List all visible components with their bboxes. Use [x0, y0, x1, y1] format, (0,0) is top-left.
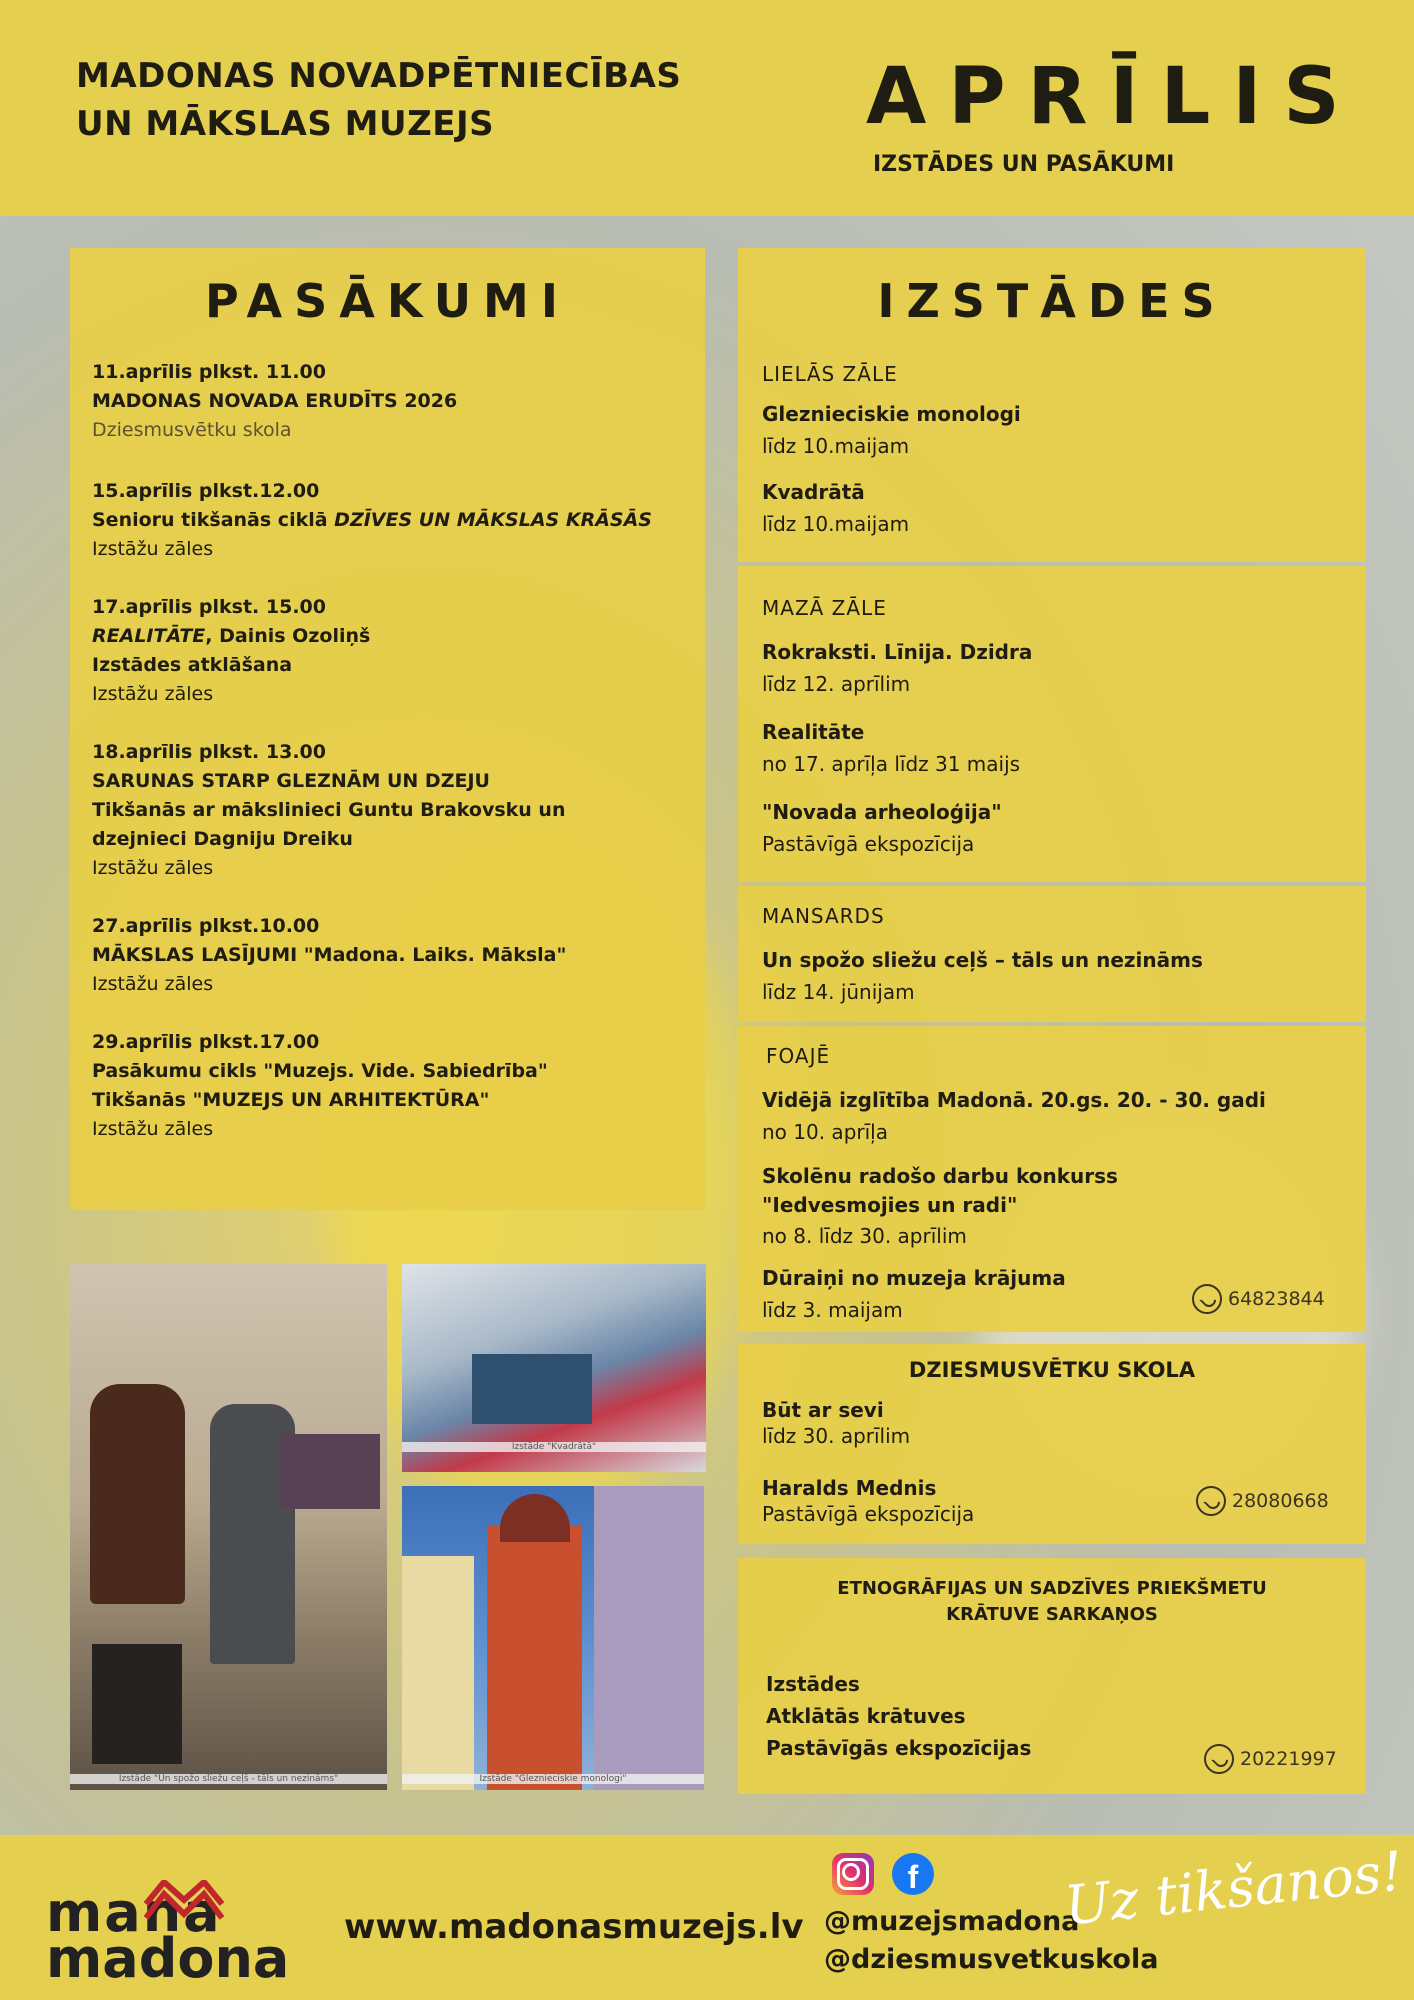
right-building-shape	[594, 1486, 704, 1790]
event-item: 17.aprīlis plkst. 15.00 REALITĀTE, Dainis Ozoliņš Izstādes atklāšana Izstāžu zāles	[92, 596, 371, 705]
exhibitions-lielas-zale: IZSTĀDES LIELĀS ZĀLE Gleznieciskie monologi līdz 10.maijam Kvadrātā līdz 10.maijam	[738, 248, 1366, 562]
whatsapp-icon	[1196, 1486, 1226, 1516]
events-panel	[70, 248, 705, 1210]
photo-caption: Izstāde "Kvadrātā"	[402, 1442, 706, 1452]
event-item: 11.aprīlis plkst. 11.00 MADONAS NOVADA ERUDĪTS 2026 Dziesmusvētku skola	[92, 361, 458, 441]
tower-dome-shape	[500, 1494, 570, 1542]
framed-photo-shape	[280, 1434, 380, 1509]
instagram-handle[interactable]: @muzejsmadona	[824, 1906, 1080, 1937]
exhibitions-title: IZSTĀDES	[877, 274, 1227, 328]
phone-number[interactable]: 28080668	[1196, 1486, 1329, 1516]
left-building-shape	[402, 1556, 474, 1790]
photo-caption: Izstāde "Un spožo sliežu ceļš - tāls un nezināms"	[70, 1774, 387, 1784]
events-title: PASĀKUMI	[205, 274, 570, 328]
farewell-text: Uz tikšanos!	[1061, 1839, 1406, 1938]
exhibitions-maza-zale: MAZĀ ZĀLE Rokraksti. Līnija. Dzidra līdz 12. aprīlim Realitāte no 17. aprīļa līdz 31 maijs "Novada arheoloģija" Pastāvīgā ekspozīcija	[738, 566, 1366, 882]
month-subtitle: IZSTĀDES UN PASĀKUMI	[873, 152, 1175, 177]
event-item: 29.aprīlis plkst.17.00 Pasākumu cikls "Muzejs. Vide. Sabiedrība" Tikšanās "MUZEJS UN ARHITEKTŪRA" Izstāžu zāles	[92, 1031, 548, 1140]
event-item: 15.aprīlis plkst.12.00 Senioru tikšanās ciklā DZĪVES UN MĀKSLAS KRĀSĀS Izstāžu zāles	[92, 480, 652, 560]
header	[0, 0, 1414, 216]
instagram-icon[interactable]	[832, 1853, 874, 1895]
storage-title: ETNOGRĀFIJAS UN SADZĪVES PRIEKŠMETU KRĀTUVE SARKAŅOS	[837, 1578, 1267, 1625]
mana-madona-logo: mana madona	[46, 1881, 290, 1990]
storage-panel: ETNOGRĀFIJAS UN SADZĪVES PRIEKŠMETU KRĀTUVE SARKAŅOS Izstādes Atklātās krātuves Pastāvīgās ekspozīcijas 20221997	[738, 1558, 1366, 1794]
boots-shape	[92, 1644, 182, 1764]
whatsapp-icon	[1204, 1744, 1234, 1774]
website-link[interactable]: www.madonasmuzejs.lv	[344, 1907, 804, 1947]
event-item: 18.aprīlis plkst. 13.00 SARUNAS STARP GLEZNĀM UN DZEJU Tikšanās ar mākslinieci Guntu Brakovsku un dzejnieci Dagniju Dreiku Izstāžu zāles	[92, 741, 566, 879]
school-title: DZIESMUSVĒTKU SKOLA	[908, 1358, 1196, 1382]
phone-number[interactable]: 64823844	[1192, 1284, 1325, 1314]
photo-exhibit-rails	[70, 1264, 387, 1790]
photo-caption: Izstāde "Gleznieciskie monologi"	[402, 1774, 704, 1784]
tower-shape	[487, 1526, 582, 1790]
coat-shape	[90, 1384, 185, 1604]
phone-number[interactable]: 20221997	[1204, 1744, 1337, 1774]
school-panel: DZIESMUSVĒTKU SKOLA Būt ar sevi līdz 30. aprīlim Haralds Mednis Pastāvīgā ekspozīcija 28080668	[738, 1344, 1366, 1544]
building-shape	[472, 1354, 592, 1424]
facebook-icon[interactable]: f	[892, 1853, 934, 1895]
museum-name: MADONAS NOVADPĒTNIECĪBAS UN MĀKSLAS MUZEJS	[76, 56, 682, 144]
footer	[0, 1835, 1414, 2000]
logo-mountains-icon	[144, 1880, 224, 1920]
exhibitions-foaje: FOAJĒ Vidējā izglītība Madonā. 20.gs. 20. - 30. gadi no 10. aprīļa Skolēnu radošo darbu konkurss "Iedvesmojies un radi" no 8. līdz 30. aprīlim Dūraiņi no muzeja krājuma līdz 3. maijam 64823844	[738, 1026, 1366, 1332]
event-item: 27.aprīlis plkst.10.00 MĀKSLAS LASĪJUMI "Madona. Laiks. Māksla" Izstāžu zāles	[92, 915, 567, 995]
facebook-handle[interactable]: @dziesmusvetkuskola	[824, 1944, 1159, 1975]
photo-exhibit-monologi	[402, 1486, 704, 1790]
photo-exhibit-kvadrata	[402, 1264, 706, 1472]
whatsapp-icon	[1192, 1284, 1222, 1314]
month-title: APRĪLIS	[866, 52, 1362, 142]
exhibitions-mansards: MANSARDS Un spožo sliežu ceļš – tāls un nezināms līdz 14. jūnijam	[738, 886, 1366, 1022]
